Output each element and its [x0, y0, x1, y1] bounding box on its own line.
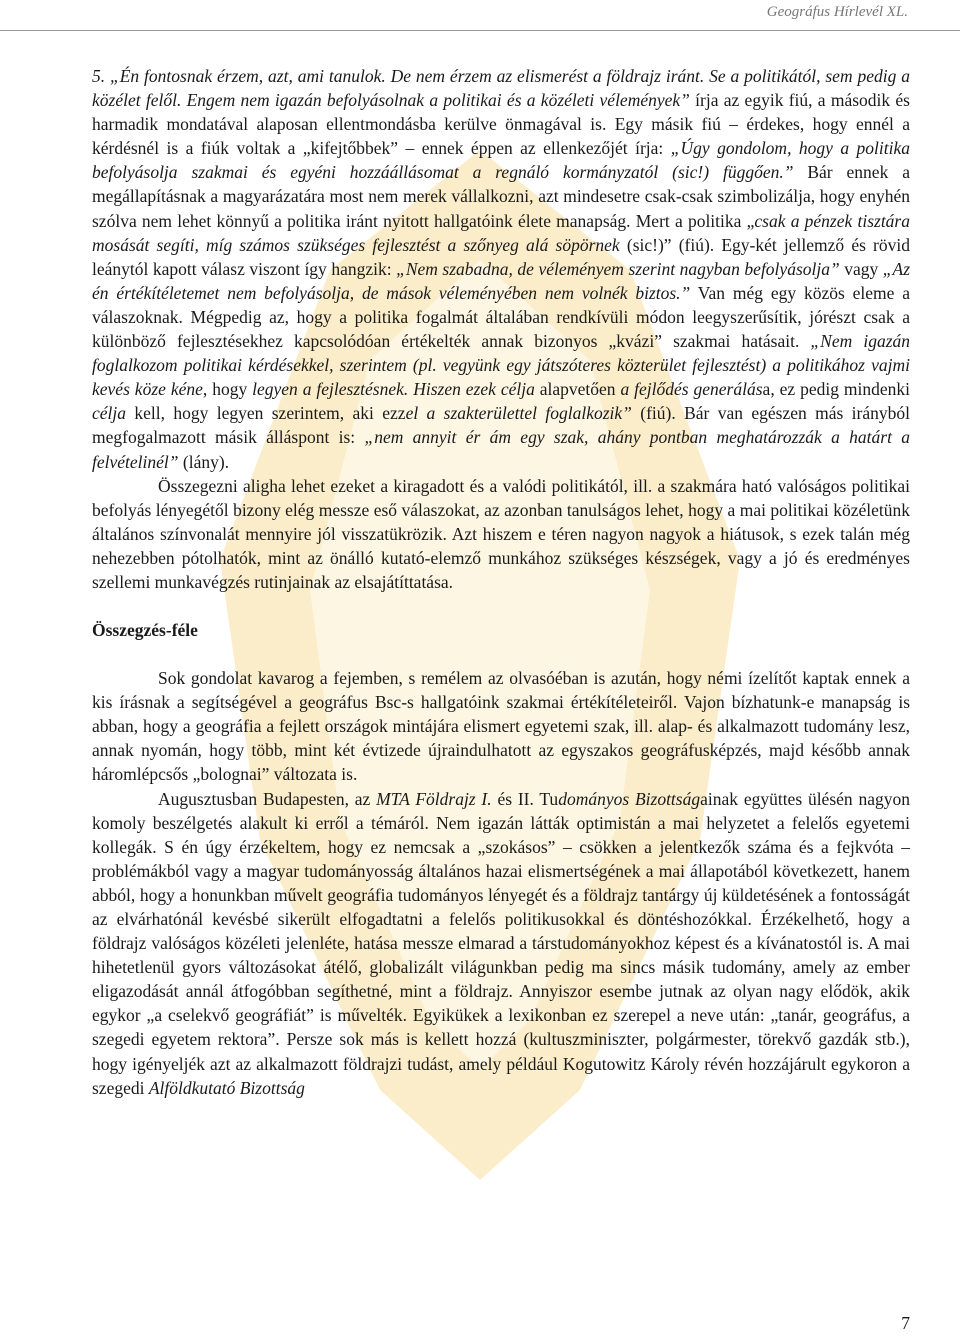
running-title: Geográfus Hírlevél XL. — [766, 4, 908, 20]
text-segment: ainak együttes ülésén nagyon komoly beszélgetés alakult ki erről a témáról. Nem igazán látták optimistán a mai helyzetet a felelős egyetemi kollegák. S én úgy érzékeltem, hogy ez nemcsak a „szokásos” – csökken a jelentkezők száma és a fejkvóta – problémákból vagy a magyar tudományosság általános hazai elismertségének a mai állapotából következett, hanem abból, hogy a honunkban művelt geográfia tudományos lényegét és a földrajz tantárgy új küldetésének a fontosságát az elvárhatónál kevésbé sikerült elfogadtatni a felelős politikusokkal és döntéshozókkal. Érzékelhető, hogy a földrajz valóságos közéleti jelenléte, hatása messze elmarad a társtudományokhoz képest és a kívánatostól is. A mai hihetetlenül gyors változásokat átélő, globalizált világunkban pedig ma sincs másik tudomány, amely az ember eligazodását annál átfogóbban segíthetné, mint a földrajz. Annyiszor esembe jutnak az olyan nagy elődök, akik egykor „a cselekvő geográfiát” is művelték. Egyikükek a lexikonban ez szerepel a neve után: „tanár, geográfus, a szegedi egyetem rektora”. Persze sok más is kellett hozzá (kultuszminiszter, polgármester, törekvő gazdák stb.), hogy igényeljék azt az alkalmazott földrajzi tudást, amely például Kogutowitz Károly révén hozzájárult egykoron a szegedi — [92, 788, 910, 1098]
italic-segment: célja — [92, 403, 127, 424]
italic-segment: „Úgy gondolom, hogy a politika befolyásolja szakmai és egyéni hozzáállásomat a regnáló kormányzatól (sic!) függően.” — [92, 138, 910, 183]
page-number: 7 — [901, 1313, 910, 1333]
italic-segment: MTA Földrajz I. — [376, 788, 492, 809]
text-segment: a, ez pedig mindenki — [762, 379, 910, 400]
summary-paragraphs — [92, 666, 910, 1100]
text-segment: Bár ennek a megállapításnak a magyarázatára most nem merek vállalkozni, azt mindesetre csak-csak szimbolizálja, hogy enyhén szólva nem lehet könnyű a politika iránt nyitott hallgatóink élete manapság. Mert a politika „ — [92, 162, 910, 231]
section-title: Összegzés-féle — [92, 620, 198, 641]
text-segment: alapvetően — [534, 379, 621, 400]
text-segment: Összegezni aligha lehet ezeket a kiragadott és a valódi politikától, ill. a szakmára ható valóságos politikai befolyás lényegétől bizony elég messze eső válaszokat, az azonban tanulságos lehet, hogy a mai politikai közéletünk általános színvonalát mennyire jól visszatükrözik. Azt hiszem e téren nagyon nagyok a hiátusok, s ezek talán még nehezebben pótolhatók, mint az önálló kutató-elemző munkához szükséges készségek, vagy a jó és eredményes szellemi munkavégzés rutinjainak az elsajátíttatása. — [92, 475, 910, 592]
italic-segment: „Nem igazán foglalkozom politikai kérdésekkel, szerintem (pl. vegyünk egy játszóteres közterület fejlesztést) a politikához vajmi kevés köze kéne — [92, 331, 910, 400]
text-segment: vagy — [839, 258, 883, 279]
paragraph-p2 — [92, 474, 910, 594]
document-body — [92, 64, 910, 1100]
italic-segment: „Nem szabadna, de véleményem szerint nagyban befolyásolja” — [396, 258, 840, 279]
body-paragraphs — [92, 64, 910, 594]
text-segment: és II. Tu — [491, 788, 559, 809]
italic-segment: el a szakterülettel foglalkozik” — [405, 403, 632, 424]
text-segment: Van még egy közös eleme a válaszoknak. Mégpedig az, hogy a politika fogalmát általában rendkívüli módon leegyszerűsítik, jórészt csak a különböző fejlesztésekhez kapcsolódóan értékelték annak bizonyos „kvázi” szakmai hatásait. — [92, 282, 910, 352]
paragraph-s2 — [92, 787, 910, 1100]
spacer — [92, 642, 910, 666]
italic-segment: „nem annyit ér ám egy szak, ahány pontban meghatározzák a határt a felvételinél” — [92, 427, 910, 472]
italic-segment: csak a pénzek tisztára mosását segíti, míg számos szükséges fejlesztést a szőnyeg alá söpörnek — [92, 210, 910, 255]
italic-segment: 5. „Én fontosnak érzem, azt, ami tanulok. De nem érzem az elismerést a földrajz iránt. Se a politikától, sem pedig a közélet felől. Engem nem igazán befolyásolnak a politikai és a közéleti vélemények” — [92, 66, 910, 111]
italic-segment: „Az én értékítéletemet nem befolyásolja, de mások véleményében nem volnék biztos.” — [92, 258, 910, 303]
text-segment: Sok gondolat kavarog a fejemben, s remélem az olvasóéban is azután, hogy némi ízelítőt kaptak ennek a kis írásnak a segítségével a geográfus Bsc-s hallgatóink szakmai értékítéleteiről. Vajon bízhatunk-e manapság is abban, hogy a geográfia a fejlett országok mintájára elismert egyetemi szak, ill. alap- és alkalmazott tudomány lesz, annak nyomán, hogy több, mint két évtizede újraindulhatott az egyszakos geográfusképzés, majd később annak háromlépcsős „bolognai” változata is. — [92, 668, 910, 785]
paragraph-p1 — [92, 64, 910, 474]
text-segment: , hogy — [202, 379, 253, 400]
italic-segment: Alföldkutató Bizottság — [148, 1077, 305, 1098]
text-segment: (fiú). Bár van egészen más irányból megfogalmazott másik álláspont is: — [92, 403, 910, 448]
text-segment: írja az egyik fiú, a második és harmadik mondatával alaposan ellentmondásba kerülve önmagával is. Egy másik fiú – érdekes, hogy ennél a kérdésnél is a fiúk voltak a „kifejtőbbek” – ennek éppen az ellenkezőjét írja: — [92, 90, 910, 159]
running-header — [0, 0, 960, 31]
italic-segment: dományos Bizottság — [558, 788, 701, 809]
text-segment: (lány). — [178, 451, 230, 472]
spacer — [92, 594, 910, 618]
text-segment: Augusztusban Budapesten, az — [158, 788, 377, 809]
italic-segment: Hiszen ezek célja — [413, 379, 535, 400]
italic-segment: legyen a fejlesztésnek. — [252, 379, 409, 400]
text-segment: (sic!)” (fiú). Egy-két jellemző és rövid leánytól kapott válasz viszont így hangzik: — [92, 234, 910, 279]
text-segment: kell, hogy legyen szerintem, aki ezz — [126, 403, 406, 424]
paragraph-s1 — [92, 666, 910, 786]
italic-segment: a fejlődés generálás — [620, 379, 763, 400]
